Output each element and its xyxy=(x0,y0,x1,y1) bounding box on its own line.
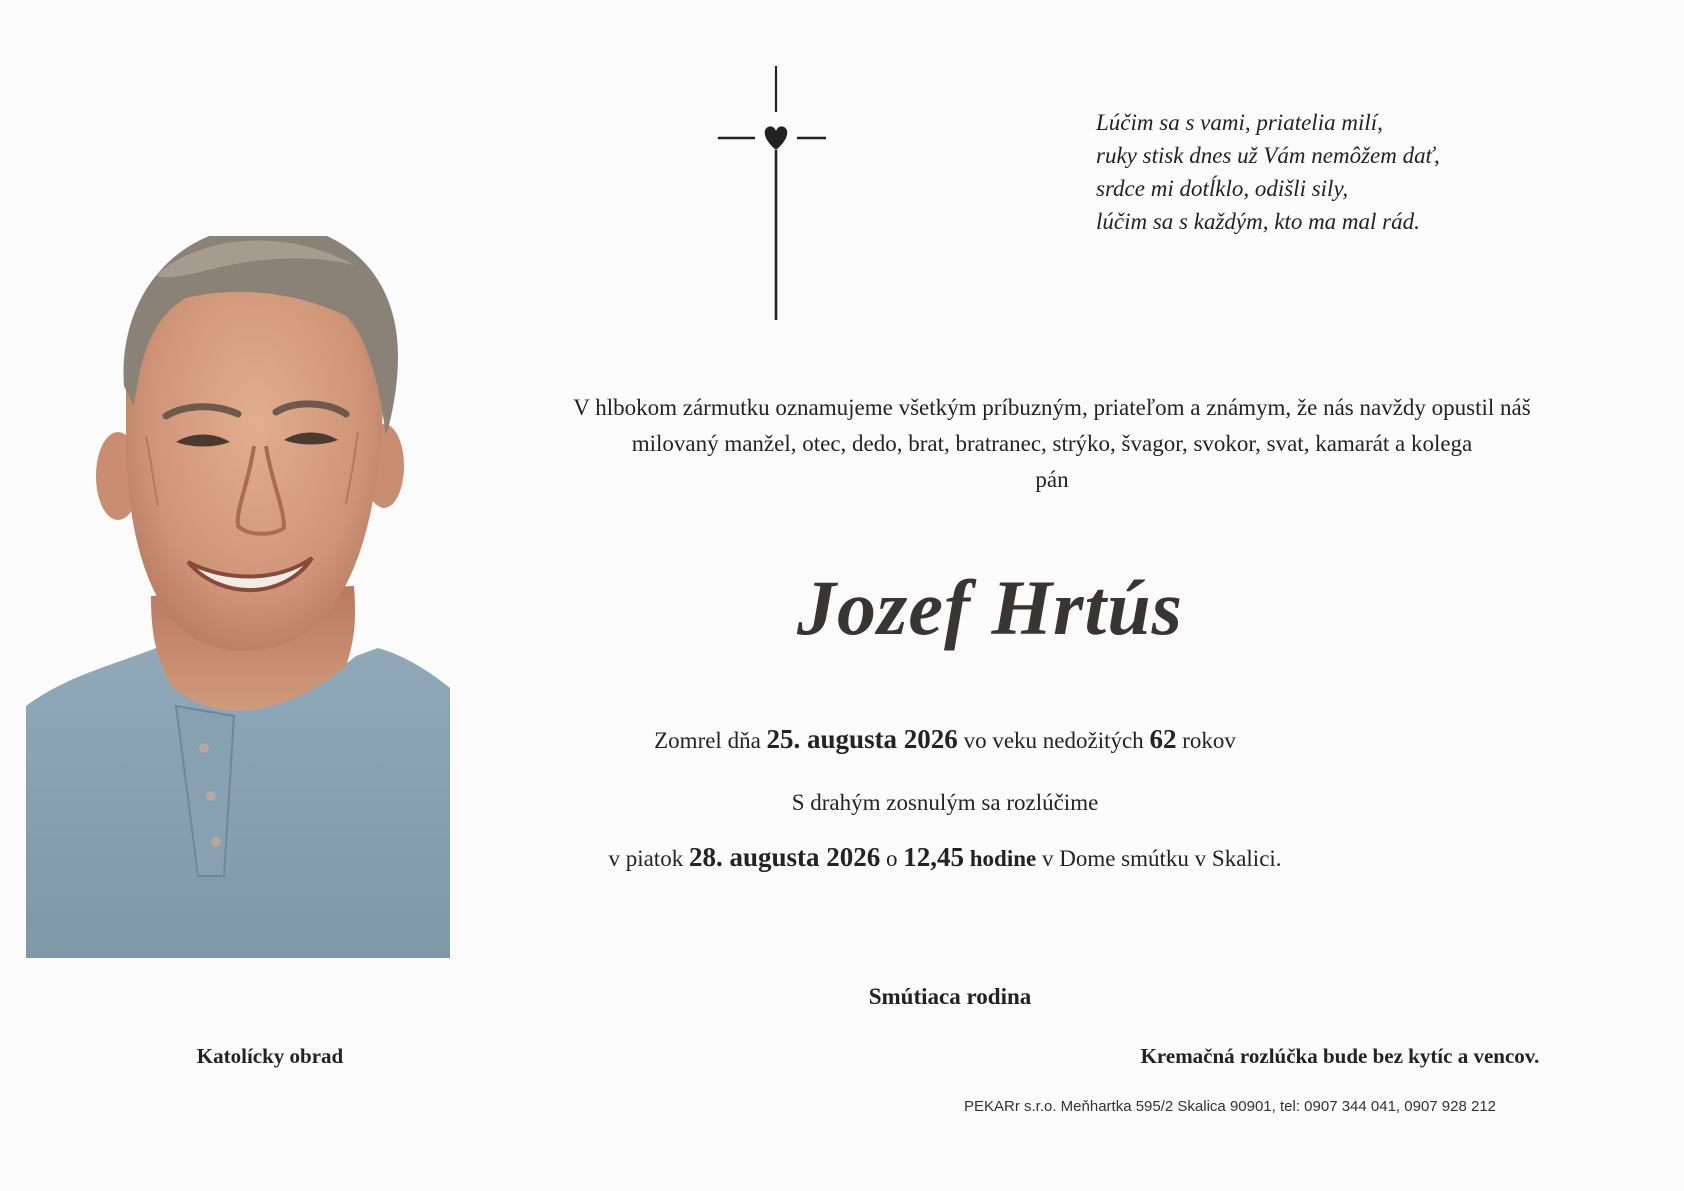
portrait-photo xyxy=(26,236,450,958)
rite-note: Katolícky obrad xyxy=(196,1044,344,1068)
poem-line: Lúčim sa s vami, priatelia milí, xyxy=(1096,110,1383,135)
cremation-note: Kremačná rozlúčka bude bez kytíc a vencov. xyxy=(1140,1044,1540,1068)
announcement-line: pán xyxy=(1035,467,1069,492)
death-prefix: Zomrel dňa xyxy=(654,728,761,753)
farewell-prefix: v piatok xyxy=(608,846,684,871)
portrait-image xyxy=(26,236,450,958)
death-age: 62 xyxy=(1149,724,1177,754)
cross-with-heart-icon xyxy=(716,64,826,324)
death-suffix: rokov xyxy=(1182,728,1236,753)
farewell-place: v Dome smútku v Skalici. xyxy=(1041,846,1282,871)
death-middle: vo veku nedožitých xyxy=(963,728,1144,753)
announcement-line: milovaný manžel, otec, dedo, brat, bratranec, strýko, švagor, svokor, svat, kamarát a kolega xyxy=(631,431,1473,456)
death-date: 25. augusta 2026 xyxy=(766,724,958,754)
funeral-service-footer: PEKARr s.r.o. Meňhartka 595/2 Skalica 90901, tel: 0907 344 041, 0907 928 212 xyxy=(963,1098,1497,1115)
farewell-details xyxy=(395,842,1495,873)
poem-line: srdce mi dotĺklo, odišli sily, xyxy=(1096,176,1349,201)
farewell-intro: S drahým zosnulým sa rozlúčime xyxy=(791,790,1099,815)
announcement-line: V hlbokom zármutku oznamujeme všetkým príbuzným, priateľom a známym, že nás navždy opustil náš xyxy=(573,395,1531,420)
poem-line: lúčim sa s každým, kto ma mal rád. xyxy=(1096,209,1420,234)
family-signature: Smútiaca rodina xyxy=(868,984,1032,1009)
announcement-text xyxy=(452,390,1652,498)
farewell-time: 12,45 xyxy=(903,842,964,872)
poem-line: ruky stisk dnes už Vám nemôžem dať, xyxy=(1096,143,1440,168)
deceased-name: Jozef Hrtús xyxy=(797,564,1183,651)
farewell-poem xyxy=(1096,106,1616,238)
farewell-date: 28. augusta 2026 xyxy=(688,842,881,872)
farewell-time-word: hodine xyxy=(969,846,1037,871)
farewell-connector: o xyxy=(885,846,898,871)
death-info xyxy=(395,724,1495,755)
